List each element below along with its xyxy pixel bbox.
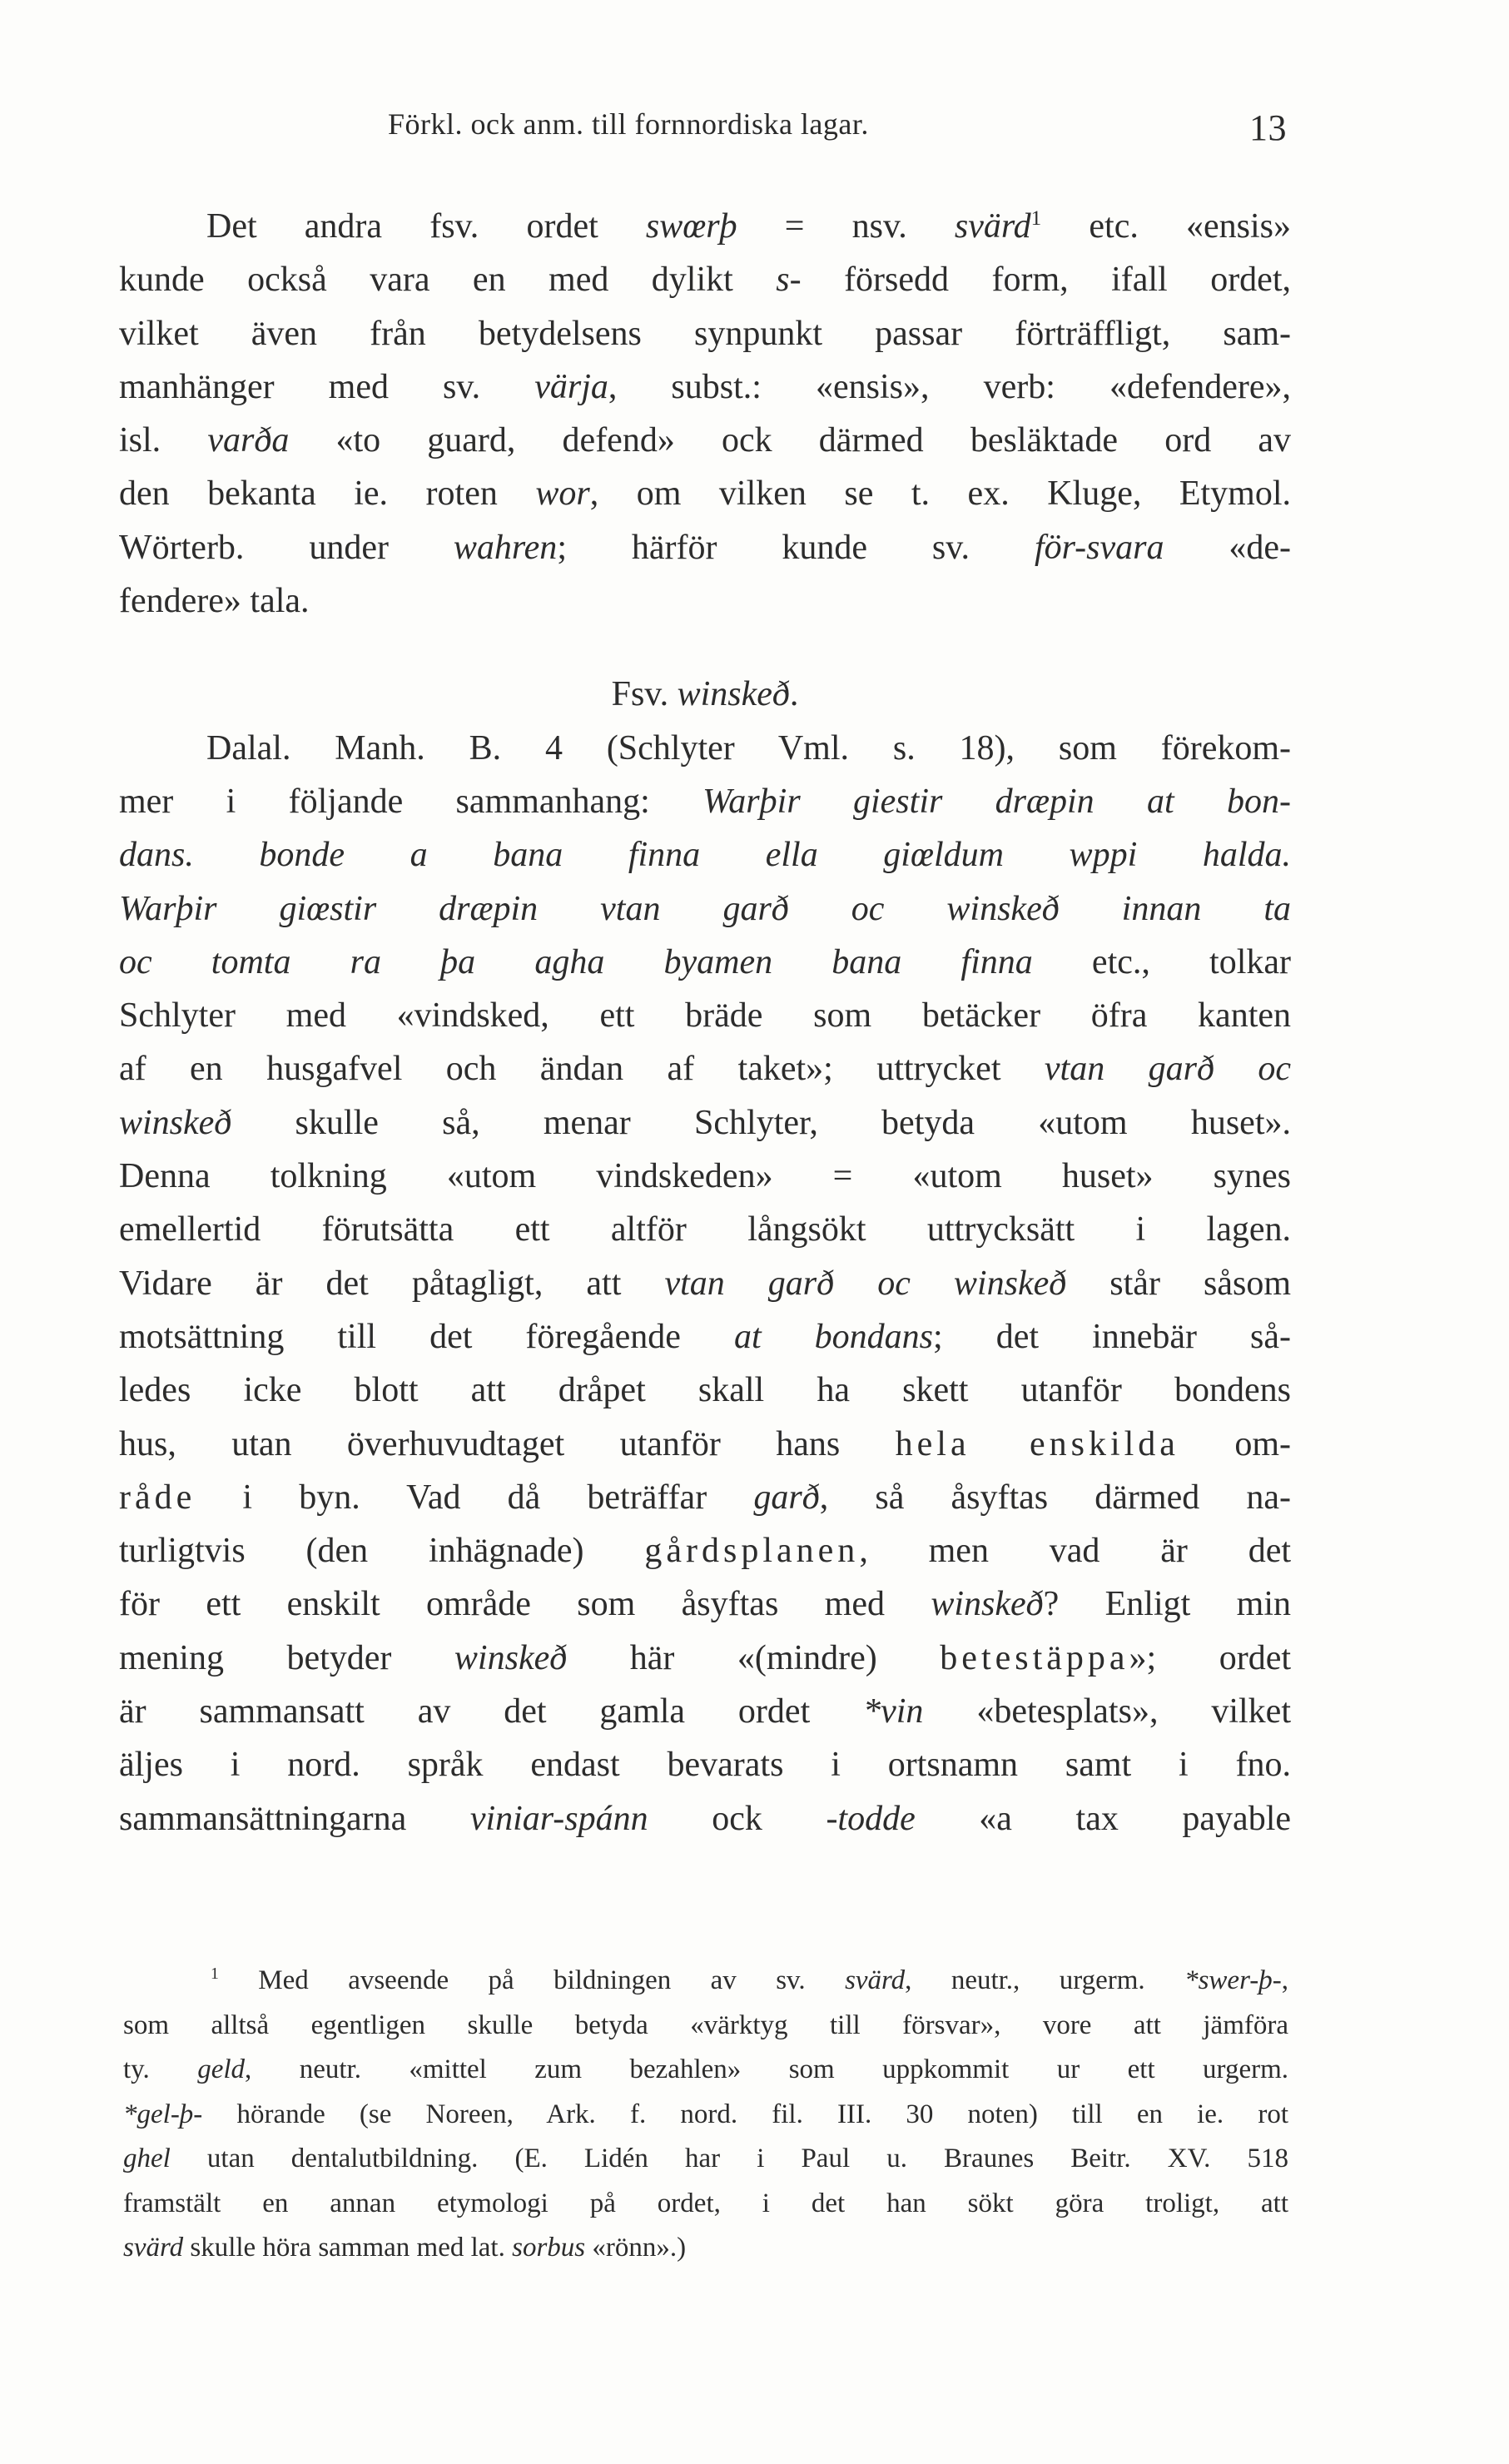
text-run: kunde också vara en med dylikt	[119, 261, 777, 300]
spaced-run: betestäppa	[940, 1638, 1129, 1677]
text-line	[119, 775, 1291, 828]
text-line	[119, 1418, 1291, 1471]
text-run: Det andra fsv. ordet	[206, 207, 646, 246]
text-run: , så åsyftas därmed na-	[819, 1478, 1291, 1517]
text-run: etc., tolkar	[1032, 942, 1292, 981]
text-line	[119, 574, 1291, 628]
text-run: «rönn».)	[585, 2233, 687, 2263]
text-run: , subst.: «ensis», verb: «defendere»,	[608, 367, 1291, 406]
italic-run: swœrþ	[645, 207, 737, 246]
italic-run: winskeð	[677, 675, 790, 714]
text-run: skulle så, menar Schlyter, betyda «utom huset».	[231, 1103, 1291, 1142]
text-line	[119, 1577, 1291, 1631]
text-run: ? Enligt min	[1043, 1585, 1291, 1624]
text-line	[119, 722, 1291, 775]
text-run: , neutr. «mittel zum bezahlen» som uppkommit ur ett urgerm.	[245, 2054, 1288, 2084]
text-run: .	[789, 675, 799, 714]
text-run: är sammansatt av det gamla ordet	[119, 1692, 864, 1731]
italic-run: svärd	[123, 2233, 184, 2263]
italic-run: at bondans	[733, 1317, 934, 1356]
text-run: skulle höra samman med lat.	[183, 2233, 513, 2263]
italic-run: svärd	[845, 1965, 906, 1995]
footnote-marker: 1	[211, 1965, 219, 1983]
text-line	[119, 521, 1291, 574]
running-title: Förkl. ock anm. till fornnordiska lagar.	[388, 107, 869, 141]
text-run: «to guard, defend» ock därmed besläktade ord av	[289, 421, 1291, 460]
text-run: fendere» tala.	[119, 582, 310, 621]
text-run: , men vad är det	[859, 1532, 1292, 1571]
footnote-line	[123, 2093, 1288, 2138]
text-line	[119, 1150, 1291, 1203]
text-run: äljes i nord. språk endast bevarats i ortsnamn samt i fno.	[119, 1746, 1291, 1785]
text-line	[119, 1792, 1291, 1846]
italic-run: värja	[534, 367, 608, 406]
text-run: ,	[1281, 1965, 1288, 1995]
text-run: Dalal. Manh. B. 4 (Schlyter Vml. s. 18), som förekom-	[206, 728, 1291, 768]
text-line	[119, 1364, 1291, 1417]
italic-run: viniar-spánn	[469, 1799, 648, 1838]
text-run	[381, 943, 440, 981]
text-run: Schlyter med «vindsked, ett bräde som betäcker öfra kanten	[119, 996, 1291, 1036]
text-line	[119, 1203, 1291, 1256]
text-run: ; härför kunde sv.	[557, 528, 1035, 567]
text-run: framstält en annan etymologi på ordet, i det han sökt göra troligt, att	[123, 2188, 1288, 2218]
text-run: Wörterb. under	[119, 528, 454, 567]
text-run: = nsv.	[737, 207, 955, 246]
italic-run: winskeð	[119, 1103, 232, 1142]
text-run: Med avseende på bildningen av sv.	[218, 1965, 846, 1995]
italic-run: varða	[207, 421, 290, 460]
footnote-line	[123, 2226, 1288, 2271]
text-run: motsättning till det föregående	[119, 1317, 734, 1356]
italic-run: *gel-þ-	[123, 2099, 203, 2129]
text-line	[119, 1524, 1291, 1577]
text-line	[119, 1310, 1291, 1364]
text-run: «a tax payable	[915, 1799, 1291, 1838]
text-run: utan dentalutbildning. (E. Lidén har i Paul u. Braunes Beitr. XV. 518	[170, 2144, 1288, 2173]
text-run: ty.	[123, 2054, 198, 2084]
text-run: «de-	[1164, 528, 1291, 567]
italic-run: Warþir giœstir dræpin vtan garð oc winskeð innan ta	[119, 889, 1291, 928]
text-run: af en husgafvel och ändan af taket»; uttrycket	[119, 1050, 1045, 1089]
italic-run: dans. bonde a bana finna ella giœldum wppi halda.	[119, 836, 1291, 875]
italic-run: *swer-þ-	[1184, 1965, 1282, 1995]
italic-run: oc tomta ra	[119, 942, 381, 981]
text-run: i byn. Vad då beträffar	[196, 1478, 754, 1517]
text-run: ock	[648, 1799, 826, 1838]
text-run: , om vilken se t. ex. Kluge, Etymol.	[589, 474, 1292, 514]
text-line	[119, 467, 1291, 520]
text-run: ; det innebär så-	[933, 1317, 1292, 1356]
italic-run: sorbus	[512, 2233, 586, 2263]
text-line	[119, 1632, 1291, 1685]
text-line	[119, 989, 1291, 1042]
spaced-run: råde	[119, 1478, 196, 1517]
footnote-marker: 1	[1030, 207, 1042, 230]
text-line	[119, 1096, 1291, 1150]
text-run: turligtvis (den inhägnade)	[119, 1532, 645, 1571]
italic-run: winskeð	[454, 1638, 568, 1677]
italic-run: svärd	[954, 207, 1031, 246]
text-line	[119, 936, 1291, 989]
text-line	[119, 253, 1291, 306]
text-run: vilket även från betydelsens synpunkt passar förträffligt, sam-	[119, 314, 1291, 353]
text-run: emellertid förutsätta ett altför långsökt uttrycksätt i lagen.	[119, 1210, 1291, 1249]
italic-run: wahren	[453, 528, 558, 567]
text-run: den bekanta ie. roten	[119, 474, 536, 514]
text-run: isl.	[119, 421, 208, 460]
italic-run: vtan garð oc winskeð	[664, 1264, 1067, 1303]
text-run: som alltså egentligen skulle betyda «värktyg till försvar», vore att jämföra	[123, 2009, 1288, 2040]
text-run: Denna tolkning «utom vindskeden» = «utom huset» synes	[119, 1157, 1291, 1196]
text-run: för ett enskilt område som åsyftas med	[119, 1585, 931, 1624]
page-number: 13	[1249, 107, 1287, 148]
text-line	[119, 414, 1291, 467]
text-line	[119, 668, 1291, 721]
text-run: här «(mindre)	[567, 1638, 941, 1677]
text-line	[119, 1685, 1291, 1738]
footnote-line	[123, 2137, 1288, 2182]
italic-run: þa agha byamen bana finna	[440, 942, 1033, 981]
italic-run: geld	[197, 2054, 246, 2084]
text-run: ledes icke blott att dråpet skall ha skett utanför bondens	[119, 1371, 1291, 1410]
text-line	[119, 307, 1291, 360]
footnote-line	[123, 1959, 1288, 2004]
text-line	[119, 200, 1291, 253]
footnotes	[123, 1959, 1288, 2271]
text-run: försedd form, ifall ordet,	[801, 261, 1291, 300]
footnote-line	[123, 2048, 1288, 2093]
italic-run: vtan garð oc	[1044, 1050, 1292, 1089]
italic-run: *vin	[863, 1692, 924, 1731]
italic-run: s-	[776, 261, 802, 300]
main-text	[119, 200, 1291, 1846]
italic-run: för-svara	[1034, 528, 1164, 567]
italic-run: -todde	[826, 1799, 916, 1838]
text-line	[119, 828, 1291, 882]
text-line	[119, 1257, 1291, 1310]
text-line	[119, 1738, 1291, 1791]
spaced-run: gårdsplanen	[644, 1532, 860, 1571]
text-run: mer i följande sammanhang:	[119, 782, 703, 821]
footnote-line	[123, 2182, 1288, 2227]
italic-run: Warþir giestir dræpin at bon-	[702, 782, 1291, 821]
text-run: sammansättningarna	[119, 1799, 470, 1838]
text-line	[119, 1042, 1291, 1095]
text-run: står såsom	[1066, 1264, 1291, 1303]
italic-run: winskeð	[931, 1585, 1044, 1624]
spaced-run: hela enskilda	[895, 1424, 1179, 1463]
text-run: etc. «ensis»	[1041, 207, 1291, 246]
italic-run: ghel	[123, 2144, 171, 2173]
text-run: om-	[1179, 1424, 1291, 1463]
italic-run: wor	[535, 474, 590, 514]
text-run: hus, utan överhuvudtaget utanför hans	[119, 1424, 896, 1463]
text-run: »; ordet	[1129, 1638, 1292, 1677]
text-run: , neutr., urgerm.	[905, 1965, 1185, 1995]
text-run: manhänger med sv.	[119, 367, 535, 406]
text-run: hörande (se Noreen, Ark. f. nord. fil. III. 30 noten) till en ie. rot	[202, 2099, 1288, 2129]
text-line	[119, 360, 1291, 414]
text-line	[119, 1471, 1291, 1524]
text-run: Fsv.	[611, 675, 678, 714]
italic-run: garð	[753, 1478, 820, 1517]
text-line	[119, 882, 1291, 936]
text-run: Vidare är det påtagligt, att	[119, 1264, 665, 1303]
text-run: mening betyder	[119, 1638, 454, 1677]
footnote-line	[123, 2004, 1288, 2049]
text-run: «betesplats», vilket	[923, 1692, 1291, 1731]
